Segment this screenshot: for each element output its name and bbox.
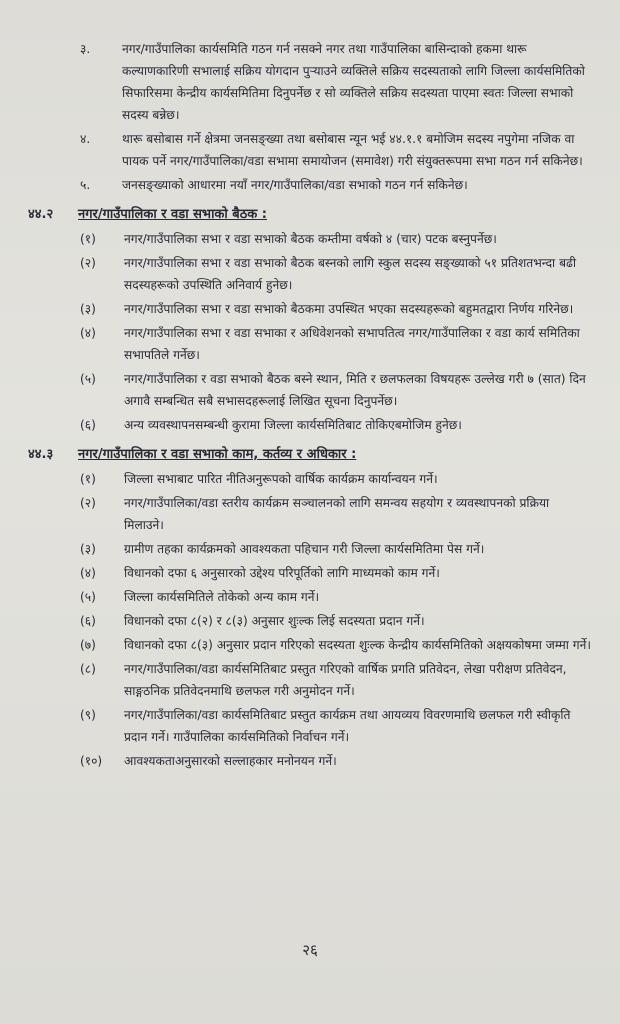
item-number: (६) [80,614,96,628]
item-text: नगर/गाउँपालिका सभा र वडा सभाको बैठक कम्तीमा वर्षको ४ (चार) पटक बस्नुपर्नेछ। [124,232,497,246]
list-item [28,586,592,608]
item-text: नगर/गाउँपालिका सभा र वडा सभाको बैठकमा उपस्थित भएका सदस्यहरूको बहुमतद्वारा निर्णय गरिनेछ। [124,302,574,316]
item-text: जिल्ला सभाबाट पारित नीतिअनुरूपको वार्षिक कार्यक्रम कार्यान्वयन गर्ने। [124,472,438,486]
list-item [28,174,592,196]
item-text: ग्रामीण तहका कार्यक्रमको आवश्यकता पहिचान गरी जिल्ला कार्यसमितिमा पेस गर्ने। [124,542,485,556]
top-list [28,38,592,196]
list-item [28,492,592,536]
item-number: (६) [80,418,96,432]
item-text: नगर/गाउँपालिका र वडा सभाको बैठक बस्ने स्थान, मिति र छलफलका विषयहरू उल्लेख गरी ७ (सात) दिन अगावै सम्बन्धित सबै सभासदहरूलाई लिखित सूचना दिनुपर्नेछ। [124,372,586,408]
item-text: विधानको दफा ८(२) र ८(३) अनुसार शुःल्क लिई सदस्यता प्रदान गर्ने। [124,614,425,628]
list-item [28,468,592,490]
list-item [28,228,592,250]
list-item [28,610,592,632]
item-text: विधानको दफा ६ अनुसारको उद्देश्य परिपूर्तिको लागि माध्यमको काम गर्ने। [124,566,440,580]
section-heading [28,204,592,226]
item-number: (१०) [80,754,103,768]
item-number: (५) [80,590,96,604]
item-text: नगर/गाउँपालिका/वडा कार्यसमितिबाट प्रस्तुत गरिएको वार्षिक प्रगति प्रतिवेदन, लेखा परीक्षण प्रतिवेदन, साङ्गठनिक प्रतिवेदनमाथि छलफल गरी अनुमोदन गर्ने। [124,662,567,698]
list-item [28,538,592,560]
item-text: नगर/गाउँपालिका कार्यसमिति गठन गर्न नसक्ने नगर तथा गाउँपालिका बासिन्दाको हकमा थारू कल्याणकारिणी सभालाई सक्रिय योगदान पुर्‍याउने व्यक्तिले सक्रिय सदस्यताको लागि जिल्ला कार्यसमितिको सिफारिसमा केन्द्रीय कार्यसमितिमा दिनुपर्नेछ र सो व्यक्तिले सक्रिय सदस्यता पाएमा स्वतः जिल्ला सभाको सदस्य बन्नेछ। [122,42,585,122]
item-text: नगर/गाउँपालिका सभा र वडा सभाका र अधिवेशनको सभापतित्व नगर/गाउँपालिका र वडा कार्य समितिका सभापतिले गर्नेछ। [124,326,580,362]
item-text: नगर/गाउँपालिका/वडा स्तरीय कार्यक्रम सञ्चालनको लागि समन्वय सहयोग र व्यवस्थापनको प्रक्रिया मिलाउने। [124,496,550,532]
section-title: नगर/गाउँपालिका र वडा सभाको बैठक : [78,207,267,222]
item-text: विधानको दफा ८(३) अनुसार प्रदान गरिएको सदस्यता शुःल्क केन्द्रीय कार्यसमितिको अक्षयकोषमा जम्मा गर्ने। [124,638,592,652]
list-item [28,38,592,126]
list-item [28,750,592,772]
item-number: ३. [80,42,91,56]
section-list [28,228,592,436]
item-number: (२) [80,496,96,510]
section-number: ४४.२ [28,207,54,222]
item-number: (८) [80,662,96,676]
list-item [28,704,592,748]
item-number: ४. [80,132,91,146]
list-item [28,414,592,436]
item-text: नगर/गाउँपालिका/वडा कार्यसमितिबाट प्रस्तुत कार्यक्रम तथा आयव्यय विवरणमाथि छलफल गरी स्वीकृति प्रदान गर्ने। गाउँपालिका कार्यसमितिको निर्वाचन गर्ने। [124,708,571,744]
list-item [28,298,592,320]
item-number: ५. [80,178,91,192]
item-number: (७) [80,638,96,652]
item-number: (४) [80,566,96,580]
item-number: (४) [80,326,96,340]
item-text: जनसङ्ख्याको आधारमा नयाँ नगर/गाउँपालिका/वडा सभाको गठन गर्न सकिनेछ। [122,178,468,192]
item-number: (२) [80,256,96,270]
item-text: अन्य व्यवस्थापनसम्बन्धी कुरामा जिल्ला कार्यसमितिबाट तोकिएबमोजिम हुनेछ। [124,418,462,432]
section-list [28,468,592,772]
list-item [28,634,592,656]
item-number: (१) [80,232,96,246]
list-item [28,322,592,366]
item-number: (३) [80,542,96,556]
list-item [28,252,592,296]
list-item [28,368,592,412]
list-item [28,562,592,584]
section-heading [28,444,592,466]
item-text: थारू बसोबास गर्ने क्षेत्रमा जनसङ्ख्या तथा बसोबास न्यून भई ४४.१.१ बमोजिम सदस्य नपुगेमा नजिक वा पायक पर्ने नगर/गाउँपालिका/वडा सभामा समायोजन (समावेश) गरी संयुक्तरूपमा सभा गठन गर्न सकिनेछ। [122,132,583,168]
list-item [28,128,592,172]
item-number: (१) [80,472,96,486]
section-number: ४४.३ [28,447,54,462]
item-number: (९) [80,708,96,722]
section-title: नगर/गाउँपालिका र वडा सभाको काम, कर्तव्य र अधिकार : [78,447,357,462]
item-text: जिल्ला कार्यसमितिले तोकेको अन्य काम गर्ने। [124,590,320,604]
page-number: २६ [302,941,318,959]
item-text: नगर/गाउँपालिका सभा र वडा सभाको बैठक बस्नको लागि स्कुल सदस्य सङ्ख्याको ५१ प्रतिशतभन्दा बढी सदस्यहरूको उपस्थिति अनिवार्य हुनेछ। [124,256,577,292]
item-text: आवश्यकताअनुसारको सल्लाहकार मनोनयन गर्ने। [124,754,337,768]
item-number: (५) [80,372,96,386]
item-number: (३) [80,302,96,316]
list-item [28,658,592,702]
